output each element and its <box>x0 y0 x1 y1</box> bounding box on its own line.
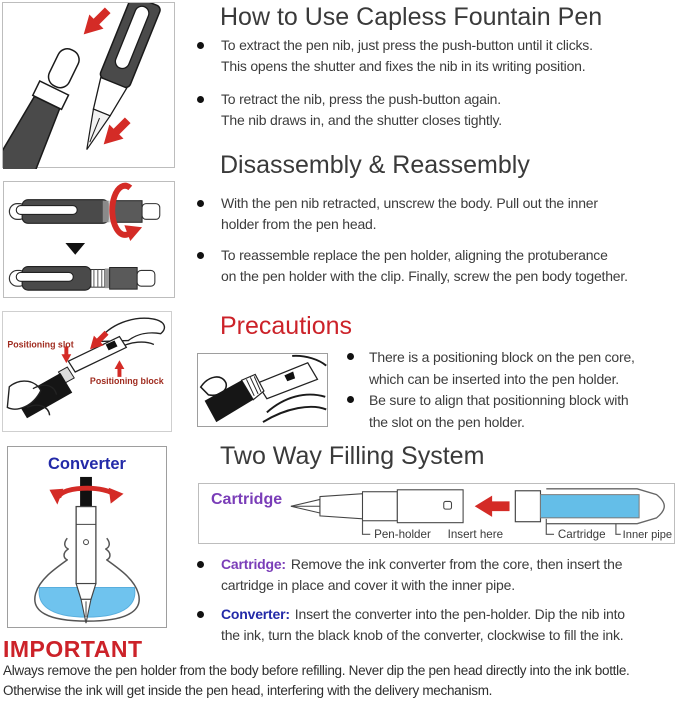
converter-figure-title: Converter <box>48 455 126 473</box>
cartridge-drawing <box>515 489 664 524</box>
bullet-icon <box>197 96 204 103</box>
howto-bullet-2: To retract the nib, press the push-button again. The nib draws in, and the shutter closes tightly. <box>221 91 502 128</box>
disassembly-bullet-2: To reassemble replace the pen holder, aligning the protuberance on the pen holder with the clip. Finally, screw the pen body together. <box>221 247 628 284</box>
pen-rear-drawing <box>3 40 94 169</box>
filling-title: Two Way Filling System <box>220 442 485 470</box>
precautions-illustration <box>198 354 327 426</box>
positioning-figure <box>2 311 172 432</box>
disassembly-illustration <box>4 182 174 297</box>
block-arrow-icon <box>115 360 125 377</box>
filling-bullet-converter: Converter: Insert the converter into the pen-holder. Dip the nib into the ink, turn the black knob of the converter, clockwise to fill the ink. <box>221 606 625 643</box>
howto-bullet-1: To extract the pen nib, just press the push-button until it clicks. This opens the shutter and fixes the nib in its writing position. <box>221 37 593 74</box>
disassembly-title: Disassembly & Reassembly <box>220 151 530 179</box>
callout-cartridge: Cartridge <box>557 528 606 542</box>
converter-lead: Converter: <box>221 606 290 622</box>
converter-illustration <box>8 474 166 628</box>
important-title: IMPORTANT <box>3 636 143 662</box>
positioning-illustration <box>3 312 171 431</box>
callout-insert-here: Insert here <box>447 528 504 542</box>
core-insert-drawing <box>205 363 318 422</box>
callout-inner-pipe: Inner pipe <box>622 529 673 542</box>
cartridge-diagram-label: Cartridge <box>211 491 283 508</box>
pen-usage-figure <box>2 2 175 168</box>
pen-holder-drawing <box>291 490 463 523</box>
bullet-icon <box>347 396 354 403</box>
bullet-icon <box>197 200 204 207</box>
positioning-block-label: Positioning block <box>89 375 164 386</box>
precautions-bullet-2: Be sure to align that positionning block with the slot on the pen holder. <box>369 392 629 430</box>
precautions-title: Precautions <box>220 312 353 340</box>
bullet-icon <box>197 561 204 568</box>
converter-figure <box>7 446 167 628</box>
callout-pen-holder: Pen-holder <box>374 528 431 542</box>
precautions-figure <box>197 353 328 427</box>
bullet-icon <box>197 252 204 259</box>
bullet-icon <box>197 611 204 618</box>
cartridge-lead: Cartridge: <box>221 556 286 572</box>
disassembly-figure <box>3 181 175 298</box>
cartridge-diagram <box>198 483 675 544</box>
precautions-bullet-1: There is a positioning block on the pen core, which can be inserted into the pen holder. <box>369 349 635 387</box>
important-line-1: Always remove the pen holder from the body before refilling. Never dip the pen head directly into the ink bottle. <box>3 663 630 678</box>
insert-arrow-icon <box>475 496 510 517</box>
filling-bullet-cartridge: Cartridge: Remove the ink converter from the core, then insert the cartridge in place and cover it with the inner pipe. <box>221 556 623 593</box>
important-line-2: Otherwise the ink will get inside the pen head, interfering with the delivery mechanism. <box>3 683 493 698</box>
press-arrow-icon <box>77 3 115 41</box>
bullet-icon <box>347 353 354 360</box>
pen-unscrewed-drawing <box>9 267 154 291</box>
pen-assembled-drawing <box>9 200 159 224</box>
down-triangle-icon <box>65 243 85 255</box>
bullet-icon <box>197 42 204 49</box>
howto-title: How to Use Capless Fountain Pen <box>220 3 603 31</box>
pen-usage-illustration <box>3 3 176 169</box>
positioning-slot-label: Positioning slot <box>7 339 74 350</box>
disassembly-bullet-1: With the pen nib retracted, unscrew the body. Pull out the inner holder from the pen head. <box>221 195 598 232</box>
